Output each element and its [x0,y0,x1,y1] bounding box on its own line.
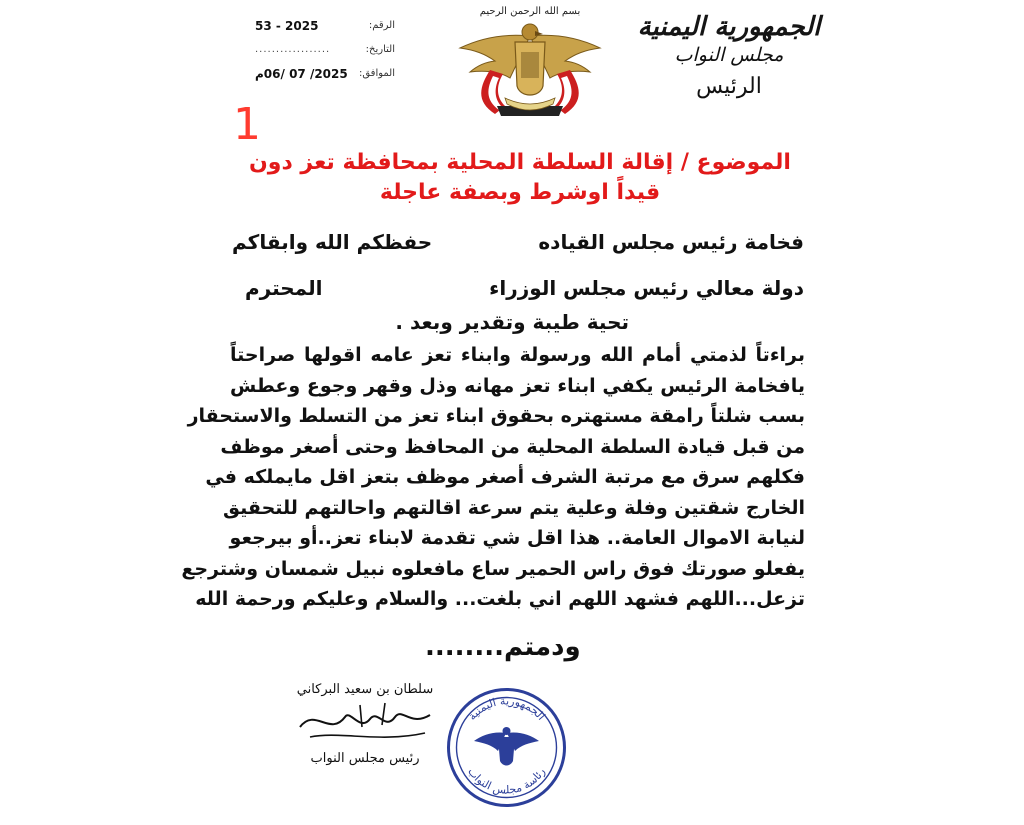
date-label: التاريخ: [365,44,395,55]
addressee-1-title: فخامة رئيس مجلس القياده [538,230,804,254]
official-seal-icon [444,685,569,810]
basmala-text: بسم الله الرحمن الرحيم [479,6,581,17]
issuer-header [629,12,829,99]
addressee-1-salutation: حفظكم الله وابقاكم [232,230,433,254]
svg-text:رئاسة مجلس النواب: رئاسة مجلس النواب [465,765,548,797]
subject-line-2: قيداً اوشرط وبصفة عاجلة [379,180,661,205]
institution-name: مجلس النواب [674,44,784,66]
body-line: فكلهم سرق مع مرتبة الشرف أصغر موظف بتعز اقل مايملكه في [205,466,805,488]
addressee-2-salutation: المحترم [245,276,323,300]
greeting-line: تحية طيبة وتقدير وبعد . [395,310,629,334]
corresponding-row [255,62,395,86]
signatory-title: رئيس مجلس النواب [310,751,420,766]
reference-block [255,14,395,86]
date-row [255,38,395,62]
body-line: يفعلو صورتك فوق راس الحمير ساع مافعلوه نبيل شمسان وشترجع [181,557,805,580]
reference-number: 53 - 2025 [255,19,319,33]
body-line: تزعل...اللهم فشهد اللهم اني بلغت... والسلام وعليكم ورحمة الله [195,588,805,610]
signature-block [290,682,440,766]
closing-phrase: ودمتم........ [425,632,581,662]
reference-label: الرقم: [368,20,395,31]
body-line: يافخامة الرئيس يكفي ابناء تعز مهانه وذل وقهر وجوع وعطش [230,374,805,397]
body-line: بسب شلتاً رامقة مستهتره بحقوق ابناء تعز من التسلط والاستحقار [187,405,805,427]
subject-line-1: الموضوع / إقالة السلطة المحلية بمحافظة تعز دون [249,150,791,175]
date-value: .................. [255,44,331,55]
body-line: من قبل قيادة السلطة المحلية من المحافظ وحتى أصغر موظف [220,435,805,458]
corresponding-date: 2025/ 07 /06م [255,67,348,81]
reference-row [255,14,395,38]
subject-heading [240,148,800,208]
svg-text:الجمهورية اليمنية: الجمهورية اليمنية [465,694,548,723]
country-name: الجمهورية اليمنية [637,12,821,42]
handwritten-signature-icon [290,697,440,747]
corresponding-label: الموافق: [358,68,395,79]
eagle-emblem-icon [455,6,605,124]
letter-body [181,340,805,615]
republic-emblem [455,6,605,124]
signatory-name: سلطان بن سعيد البركاني [296,682,434,697]
body-line: لنيابة الاموال العامة.. هذا اقل شي تقدمة لابناء تعز..أو بيرجعو [229,527,805,549]
page-number-annotation: 1 [233,99,261,150]
office-title: الرئيس [696,74,762,99]
body-line: الخارج شقتين وفلة وعلية يتم سرعة اقالتهم واحالتهم للتحقيق [223,496,805,519]
body-line: براءتاً لذمتي أمام الله ورسولة وابناء تعز عامه اقولها صراحتاً [230,344,805,366]
addressee-2-title: دولة معالي رئيس مجلس الوزراء [489,276,804,300]
